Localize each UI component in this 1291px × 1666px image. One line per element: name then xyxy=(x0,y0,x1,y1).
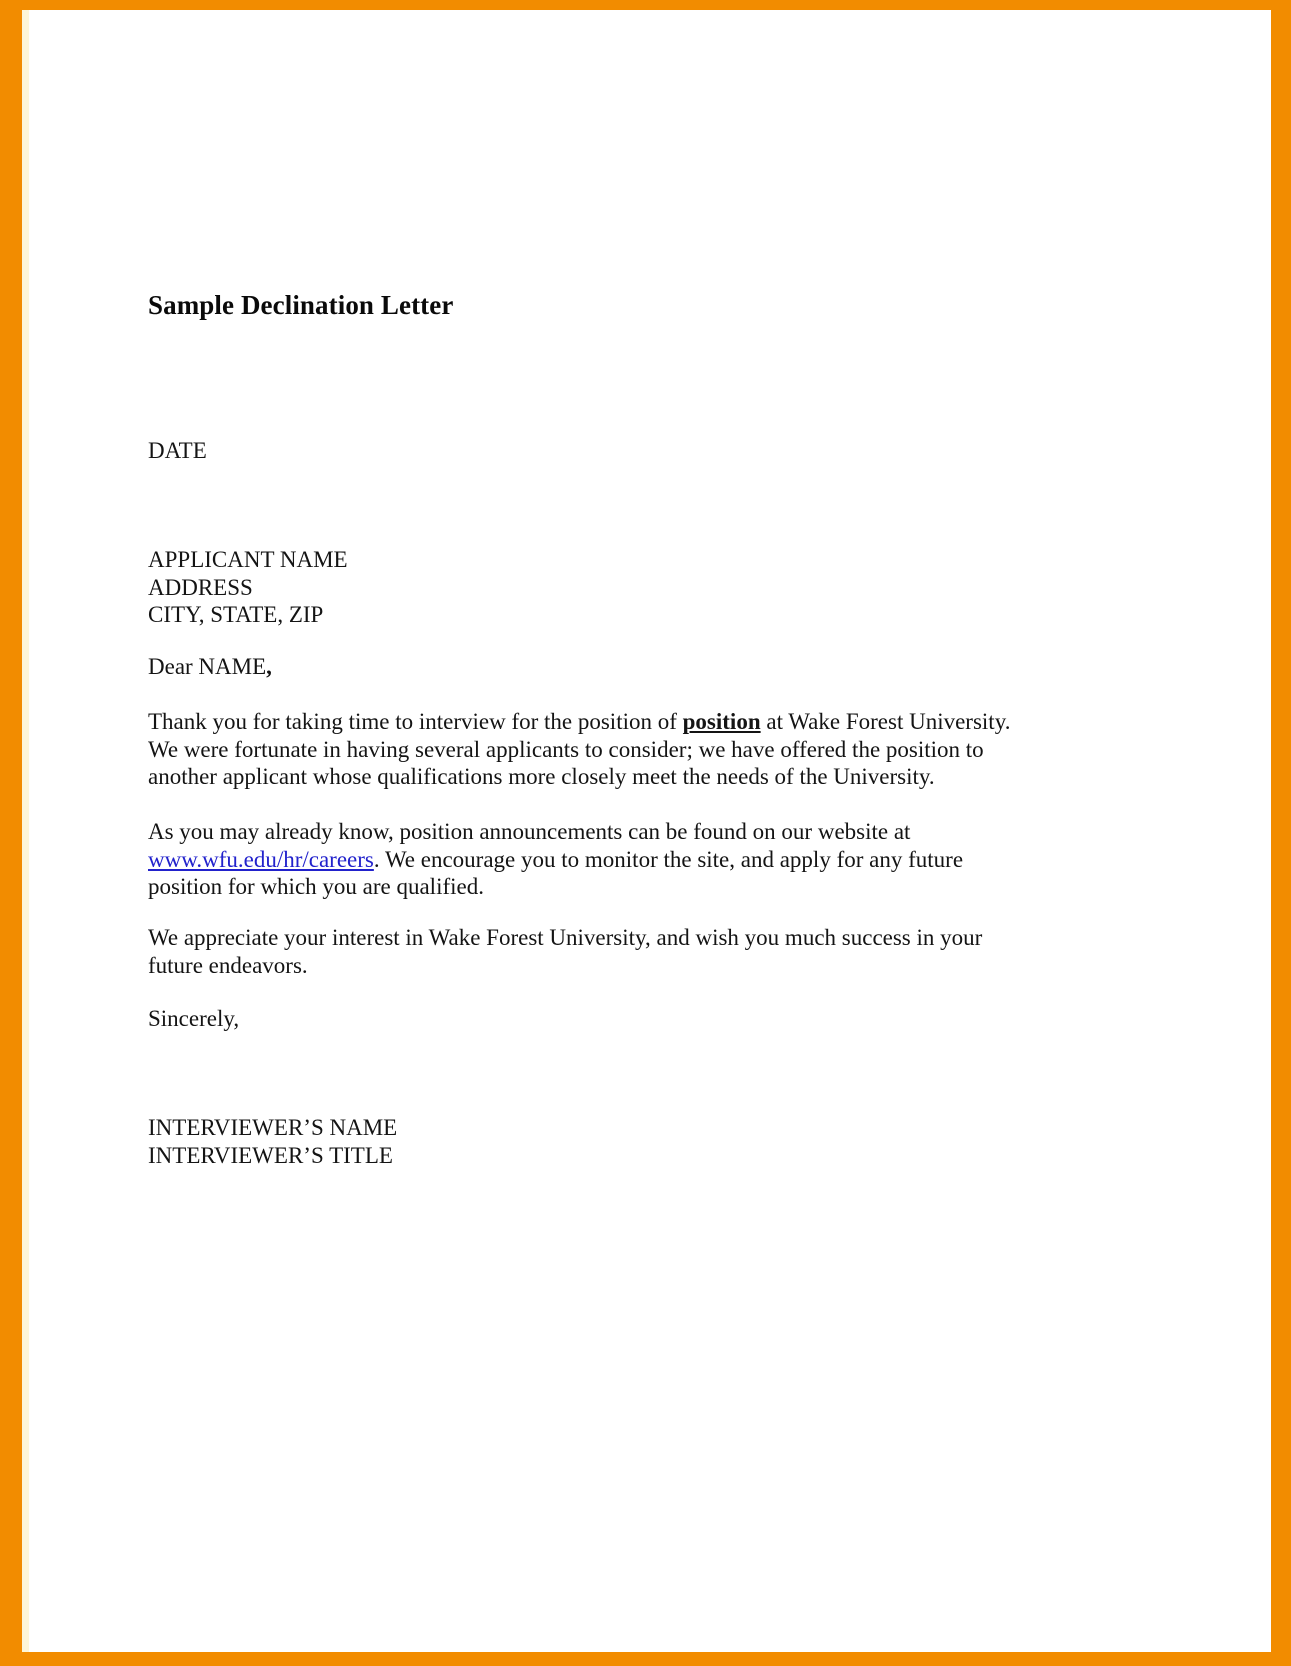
recipient-name: APPLICANT NAME xyxy=(148,547,348,572)
position-token: position xyxy=(682,709,761,734)
date-placeholder: DATE xyxy=(148,438,207,463)
page-bevel-left xyxy=(22,10,29,1652)
page-title: Sample Declination Letter xyxy=(148,290,454,320)
signature-block xyxy=(148,1114,397,1169)
orange-border-left xyxy=(0,0,22,1666)
orange-border-bottom xyxy=(0,1652,1291,1666)
recipient-address: ADDRESS xyxy=(148,574,253,600)
paragraph-2-trailing-text: . We encourage you to monitor the site, and apply for any future position for which you are qualified. xyxy=(148,846,964,899)
orange-border-top xyxy=(0,0,1291,10)
recipient-city-state-zip: CITY, STATE, ZIP xyxy=(148,602,324,627)
careers-website-link[interactable]: www.wfu.edu/hr/careers xyxy=(148,846,374,872)
body-paragraph-3: We appreciate your interest in Wake Forest University, and wish you much success in your future endeavors. xyxy=(148,925,983,978)
salutation xyxy=(148,654,272,680)
salutation-comma: , xyxy=(266,654,272,679)
interviewer-name: INTERVIEWER’S NAME xyxy=(148,1115,398,1140)
letter-page xyxy=(29,10,1271,1652)
body-paragraph-1 xyxy=(148,708,1038,791)
paragraph-2-lead-text: As you may already know, position announcements can be found on our website at xyxy=(148,819,911,844)
orange-border-right xyxy=(1271,0,1291,1666)
interviewer-title: INTERVIEWER’S TITLE xyxy=(148,1142,393,1168)
paragraph-1-trailing-text: at Wake Forest University. We were fortunate in having several applicants to consider; we have offered the position to another applicant whose qualifications more closely meet the needs of the University. xyxy=(148,709,1011,789)
recipient-address-block xyxy=(148,546,348,629)
salutation-text: Dear NAME xyxy=(148,654,267,679)
closing-line: Sincerely, xyxy=(148,1006,240,1031)
paragraph-1-lead-text: Thank you for taking time to interview for the position of xyxy=(148,709,683,734)
body-paragraph-2 xyxy=(148,818,1038,901)
